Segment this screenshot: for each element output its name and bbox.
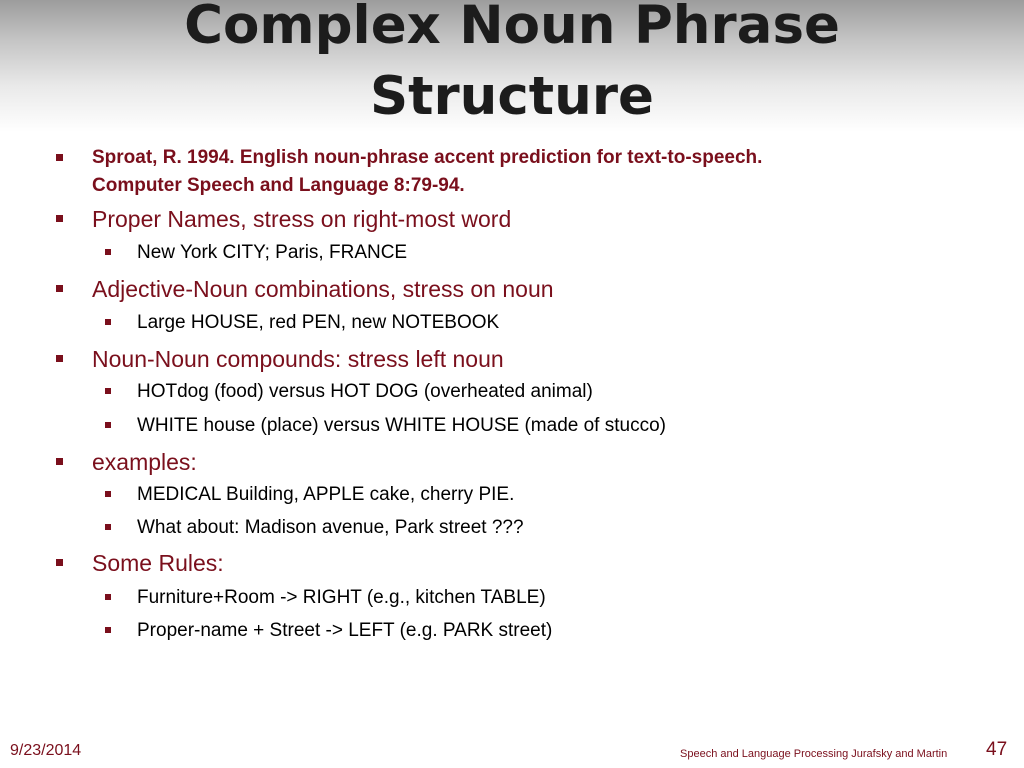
- square-bullet-icon: [105, 388, 111, 394]
- sub-bullet: [137, 586, 546, 610]
- sub-bullet-text: HOTdog (food) versus HOT DOG (overheated animal): [137, 381, 593, 402]
- sub-bullet: [137, 516, 524, 540]
- bullet-text: Some Rules:: [92, 550, 224, 576]
- bullet-text: Adjective-Noun combinations, stress on noun: [92, 276, 554, 302]
- square-bullet-icon: [56, 355, 63, 362]
- square-bullet-icon: [105, 594, 111, 600]
- bullet-text: examples:: [92, 449, 197, 475]
- square-bullet-icon: [56, 154, 63, 161]
- slide-title-line-2: Structure: [370, 66, 654, 127]
- sub-bullet-text: MEDICAL Building, APPLE cake, cherry PIE.: [137, 484, 515, 505]
- reference-line-1: Sproat, R. 1994. English noun-phrase accent prediction for text-to-speech.: [92, 147, 763, 168]
- bullet-some-rules: [92, 549, 224, 577]
- square-bullet-icon: [56, 215, 63, 222]
- sub-bullet: [137, 483, 514, 507]
- footer-credit: Speech and Language Processing Jurafsky and Martin: [680, 748, 948, 760]
- sub-bullet: [137, 241, 407, 265]
- sub-bullet-text: Proper-name + Street -> LEFT (e.g. PARK street): [137, 620, 553, 641]
- sub-bullet-text: WHITE house (place) versus WHITE HOUSE (made of stucco): [137, 415, 666, 436]
- square-bullet-icon: [56, 285, 63, 292]
- square-bullet-icon: [105, 249, 111, 255]
- sub-bullet-text: What about: Madison avenue, Park street ???: [137, 517, 524, 538]
- slide-title-line-1: Complex Noun Phrase: [184, 0, 840, 56]
- bullet-examples: [92, 448, 197, 476]
- sub-bullet: [137, 380, 593, 404]
- page-number: 47: [986, 739, 1008, 760]
- square-bullet-icon: [56, 559, 63, 566]
- sub-bullet-text: Large HOUSE, red PEN, new NOTEBOOK: [137, 312, 500, 333]
- reference-line-2: Computer Speech and Language 8:79-94.: [92, 175, 465, 196]
- bullet-noun-noun: [92, 345, 504, 373]
- square-bullet-icon: [105, 524, 111, 530]
- square-bullet-icon: [56, 458, 63, 465]
- sub-bullet: [137, 414, 666, 438]
- reference-bullet: [92, 144, 762, 200]
- bullet-proper-names: [92, 205, 511, 233]
- square-bullet-icon: [105, 422, 111, 428]
- square-bullet-icon: [105, 319, 111, 325]
- sub-bullet: [137, 619, 552, 643]
- sub-bullet-text: Furniture+Room -> RIGHT (e.g., kitchen TABLE): [137, 587, 546, 608]
- square-bullet-icon: [105, 627, 111, 633]
- bullet-text: Noun-Noun compounds: stress left noun: [92, 346, 504, 372]
- square-bullet-icon: [105, 491, 111, 497]
- bullet-adjective-noun: [92, 275, 554, 303]
- sub-bullet-text: New York CITY; Paris, FRANCE: [137, 242, 408, 263]
- bullet-text: Proper Names, stress on right-most word: [92, 206, 512, 232]
- sub-bullet: [137, 311, 499, 335]
- footer-date: 9/23/2014: [10, 742, 82, 759]
